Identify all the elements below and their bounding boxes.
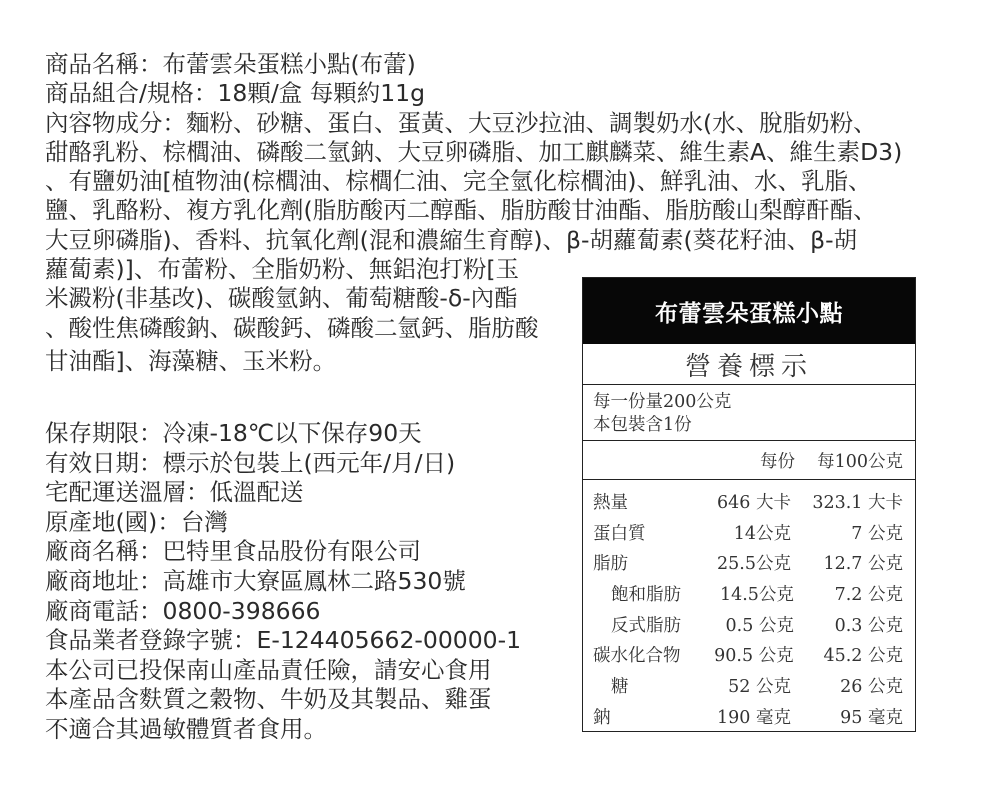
col-per-100g: 每100公克 — [817, 451, 903, 472]
col-per-serving: 每份 — [760, 451, 795, 472]
nutrient-name: 鈉 — [593, 707, 611, 728]
ingredients-line: 米澱粉(非基改)、碳酸氫鈉、葡萄糖酸-δ-內酯 — [45, 284, 518, 313]
ingredients-line: 甜酪乳粉、棕櫚油、磷酸二氫鈉、大豆卵磷脂、加工麒麟菜、維生素A、維生素D3) — [45, 137, 903, 166]
info-line: 本產品含麩質之穀物、牛奶及其製品、雞蛋 — [45, 685, 492, 714]
nutrient-name: 飽和脂肪 — [611, 584, 681, 605]
servings-per-pack: 本包裝含1份 — [593, 415, 692, 435]
nutrient-per-100g: 26 公克 — [840, 676, 903, 697]
nutrient-per-100g: 323.1 大卡 — [812, 492, 903, 513]
nutrient-per-serving: 90.5 公克 — [714, 646, 794, 667]
info-line: 宅配運送溫層：低溫配送 — [45, 478, 304, 507]
info-line: 不適合其過敏體質者食用。 — [45, 714, 327, 743]
nutrient-per-100g: 7 公克 — [851, 523, 903, 544]
nutrient-per-serving: 190 毫克 — [717, 707, 791, 728]
info-line: 有效日期：標示於包裝上(西元年/月/日) — [45, 448, 456, 477]
nutrition-row-protein — [583, 517, 915, 548]
nutrient-per-serving: 25.5公克 — [717, 554, 791, 575]
nutrient-name: 脂肪 — [593, 554, 628, 575]
info-line: 原產地(國)：台灣 — [45, 507, 228, 536]
nutrition-row-energy — [583, 486, 915, 517]
nutrient-per-serving: 14.5公克 — [719, 584, 794, 605]
nutrient-name: 反式脂肪 — [611, 615, 681, 636]
nutrient-per-serving: 14公克 — [733, 523, 791, 544]
nutrition-row-saturated-fat — [583, 578, 915, 609]
nutrition-row-trans-fat — [583, 609, 915, 640]
nutrition-row-sodium — [583, 701, 915, 732]
ingredients-line: 蘿蔔素)]、布蕾粉、全脂奶粉、無鋁泡打粉[玉 — [45, 255, 520, 284]
nutrient-name: 熱量 — [593, 492, 628, 513]
info-line: 保存期限：冷凍-18℃以下保存90天 — [45, 418, 422, 447]
nutrition-label — [582, 277, 916, 732]
ingredients-line: 內容物成分：麵粉、砂糖、蛋白、蛋黃、大豆沙拉油、調製奶水(水、脫脂奶粉、 — [45, 108, 877, 137]
ingredients-line: 甘油酯]、海藻糖、玉米粉。 — [45, 346, 337, 375]
info-line: 食品業者登錄字號：E-124405662-00000-1 — [45, 626, 522, 655]
nutrition-row-carbohydrate — [583, 639, 915, 670]
serving-info — [583, 385, 915, 441]
nutrient-per-100g: 95 毫克 — [840, 707, 903, 728]
product-spec: 商品組合/規格：18顆/盒 每顆約11g — [45, 79, 426, 108]
ingredients-line: 鹽、乳酪粉、複方乳化劑(脂肪酸丙二醇酯、脂肪酸甘油酯、脂肪酸山梨醇酐酯、 — [45, 196, 877, 225]
nutrient-per-100g: 45.2 公克 — [823, 646, 903, 667]
nutrition-title: 布蕾雲朵蛋糕小點 — [583, 278, 915, 344]
info-line: 本公司已投保南山產品責任險，請安心食用 — [45, 655, 492, 684]
nutrition-column-header — [583, 441, 915, 480]
nutrient-per-serving: 646 大卡 — [717, 492, 791, 513]
nutrient-name: 碳水化合物 — [593, 646, 681, 667]
nutrient-per-serving: 0.5 公克 — [725, 615, 794, 636]
nutrition-subtitle: 營養標示 — [583, 344, 915, 385]
ingredients-line: 、有鹽奶油[植物油(棕櫚油、棕櫚仁油、完全氫化棕櫚油)、鮮乳油、水、乳脂、 — [45, 167, 872, 196]
nutrient-name: 蛋白質 — [593, 523, 646, 544]
serving-size: 每一份量200公克 — [593, 392, 732, 412]
info-line: 廠商地址：高雄市大寮區鳳林二路530號 — [45, 566, 466, 595]
nutrient-per-100g: 12.7 公克 — [823, 554, 903, 575]
product-name: 商品名稱：布蕾雲朵蛋糕小點(布蕾) — [45, 50, 416, 78]
nutrient-per-serving: 52 公克 — [728, 676, 791, 697]
info-line: 廠商電話：0800-398666 — [45, 596, 321, 625]
nutrition-rows — [583, 480, 915, 732]
nutrition-row-sugar — [583, 670, 915, 701]
ingredients-line: 、酸性焦磷酸鈉、碳酸鈣、磷酸二氫鈣、脂肪酸 — [45, 313, 539, 342]
nutrition-row-fat — [583, 547, 915, 578]
nutrient-name: 糖 — [611, 676, 629, 697]
ingredients-line: 大豆卵磷脂)、香料、抗氧化劑(混和濃縮生育醇)、β-胡蘿蔔素(葵花籽油、β-胡 — [45, 225, 858, 254]
nutrient-per-100g: 7.2 公克 — [834, 584, 903, 605]
info-line: 廠商名稱：巴特里食品股份有限公司 — [45, 537, 421, 566]
nutrient-per-100g: 0.3 公克 — [834, 615, 903, 636]
